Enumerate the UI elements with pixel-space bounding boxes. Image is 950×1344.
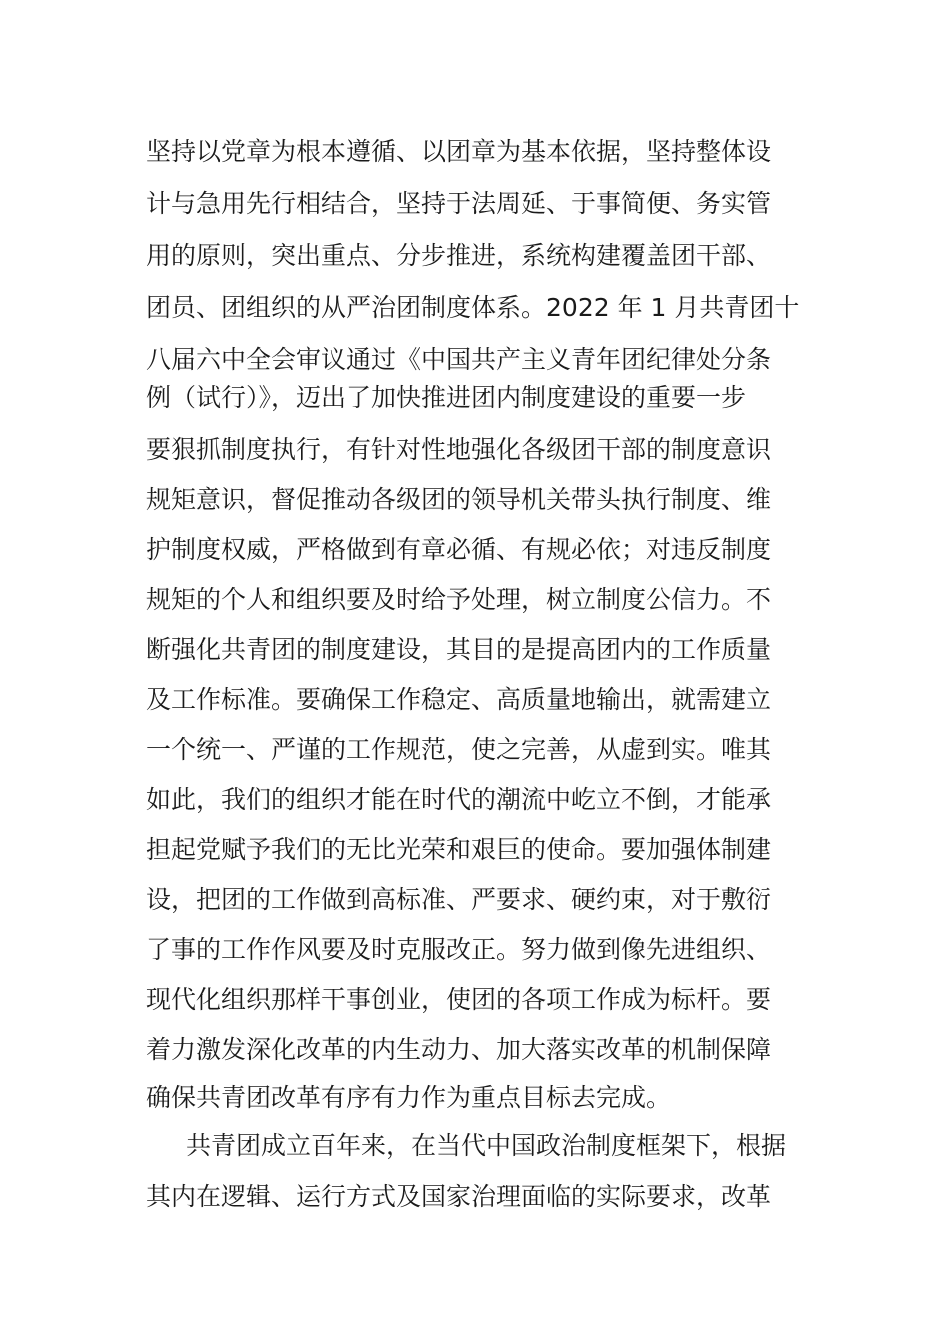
paragraph-line: 用的原则，突出重点、分步推进，系统构建覆盖团干部、 bbox=[146, 241, 772, 270]
paragraph-line: 断强化共青团的制度建设，其目的是提高团内的工作质量 bbox=[146, 635, 772, 664]
paragraph-line: 着力激发深化改革的内生动力、加大落实改革的机制保障 bbox=[146, 1035, 772, 1064]
paragraph-line: 八届六中全会审议通过《中国共产主义青年团纪律处分条 bbox=[146, 345, 772, 374]
paragraph-line: 团员、团组织的从严治团制度体系。2022 年 1 月共青团十 bbox=[146, 293, 800, 322]
paragraph-line: 要狠抓制度执行，有针对性地强化各级团干部的制度意识 bbox=[146, 435, 772, 464]
paragraph-line: 及工作标准。要确保工作稳定、高质量地输出，就需建立 bbox=[146, 685, 772, 714]
paragraph-line: 一个统一、严谨的工作规范，使之完善，从虚到实。唯其 bbox=[146, 735, 772, 764]
paragraph-line: 其内在逻辑、运行方式及国家治理面临的实际要求，改革 bbox=[146, 1182, 772, 1211]
paragraph-line: 坚持以党章为根本遵循、以团章为基本依据，坚持整体设 bbox=[146, 137, 772, 166]
paragraph-line: 计与急用先行相结合，坚持于法周延、于事简便、务实管 bbox=[146, 189, 772, 218]
paragraph-line: 例（试行）》，迈出了加快推进团内制度建设的重要一步 bbox=[146, 383, 747, 412]
paragraph-line: 规矩意识，督促推动各级团的领导机关带头执行制度、维 bbox=[146, 485, 772, 514]
paragraph-line: 规矩的个人和组织要及时给予处理，树立制度公信力。不 bbox=[146, 585, 772, 614]
paragraph-line: 共青团成立百年来，在当代中国政治制度框架下，根据 bbox=[186, 1131, 787, 1160]
paragraph-line: 设，把团的工作做到高标准、严要求、硬约束，对于敷衍 bbox=[146, 885, 772, 914]
paragraph-line: 确保共青团改革有序有力作为重点目标去完成。 bbox=[146, 1083, 672, 1112]
paragraph-line: 了事的工作作风要及时克服改正。努力做到像先进组织、 bbox=[146, 935, 772, 964]
paragraph-line: 如此，我们的组织才能在时代的潮流中屹立不倒，才能承 bbox=[146, 785, 772, 814]
paragraph-line: 护制度权威，严格做到有章必循、有规必依；对违反制度 bbox=[146, 535, 772, 564]
paragraph-line: 现代化组织那样干事创业，使团的各项工作成为标杆。要 bbox=[146, 985, 772, 1014]
paragraph-line: 担起党赋予我们的无比光荣和艰巨的使命。要加强体制建 bbox=[146, 835, 772, 864]
